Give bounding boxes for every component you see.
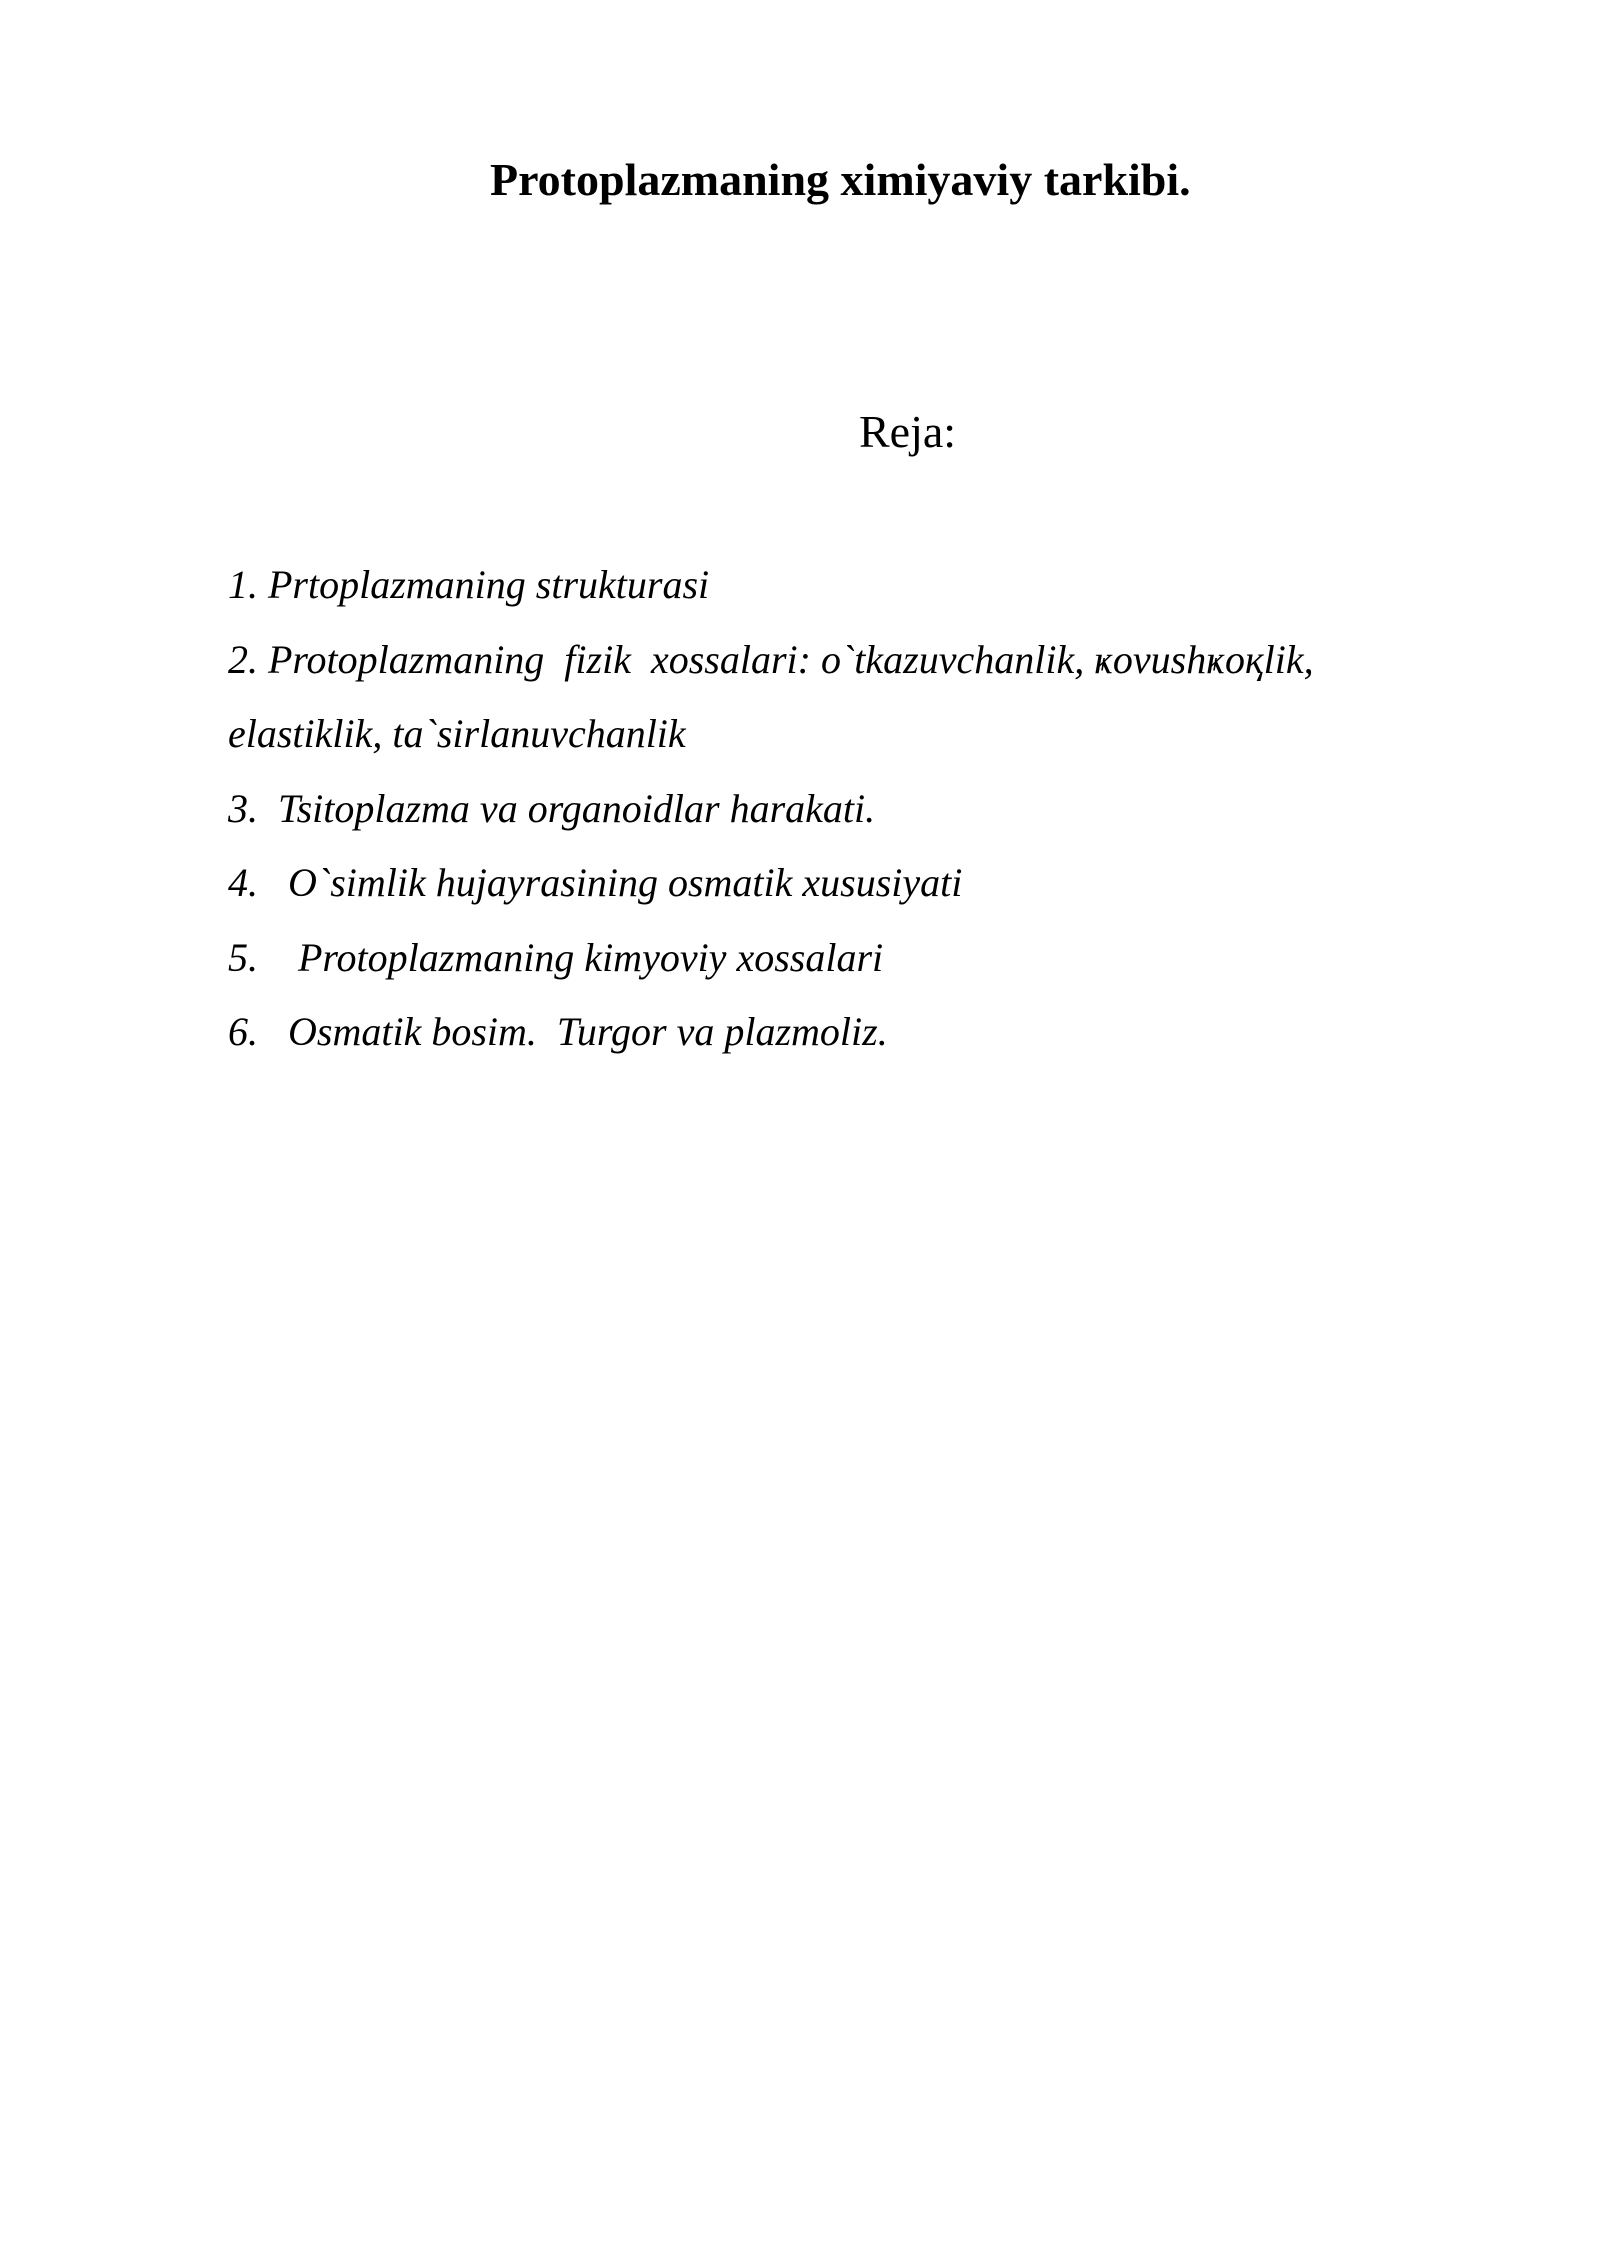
plan-item-text: Osmatik bosim. Turgor va plazmoliz.	[288, 1009, 888, 1054]
plan-item-3	[228, 772, 1528, 847]
plan-item-2	[228, 623, 1528, 698]
plan-item-number: 2.	[228, 636, 268, 682]
plan-item-text: Protoplazmaning fizik xossalari: o`tkazuvchanlik, ҝovushҝoқlik,	[268, 636, 1314, 682]
plan-item-6	[228, 995, 1528, 1070]
plan-item-number: 6.	[228, 1009, 288, 1054]
plan-item-4	[228, 846, 1528, 921]
plan-item-text: O`simlik hujayrasining osmatik xususiyati	[288, 860, 963, 905]
plan-item-number: 3.	[228, 785, 278, 831]
plan-item-text: Tsitoplazma va organoidlar harakati.	[278, 785, 876, 831]
plan-item-5	[228, 921, 1528, 996]
plan-heading: Reja:	[859, 406, 957, 457]
plan-item-1	[228, 548, 1528, 623]
plan-item-number: 5.	[228, 934, 298, 980]
plan-item-number: 1.	[228, 562, 268, 607]
plan-item-text: elastiklik, ta`sirlanuvchanlik	[228, 711, 686, 756]
plan-item-number: 4.	[228, 860, 288, 905]
document-title: Protoplazmaning ximiyaviy tarkibi.	[490, 154, 1191, 205]
plan-item-text: Protoplazmaning kimyoviy xossalari	[298, 934, 884, 980]
plan-item-text: Prtoplazmaning strukturasi	[268, 562, 710, 607]
plan-item-2-continuation	[228, 697, 1528, 772]
plan-list	[228, 548, 1528, 1070]
